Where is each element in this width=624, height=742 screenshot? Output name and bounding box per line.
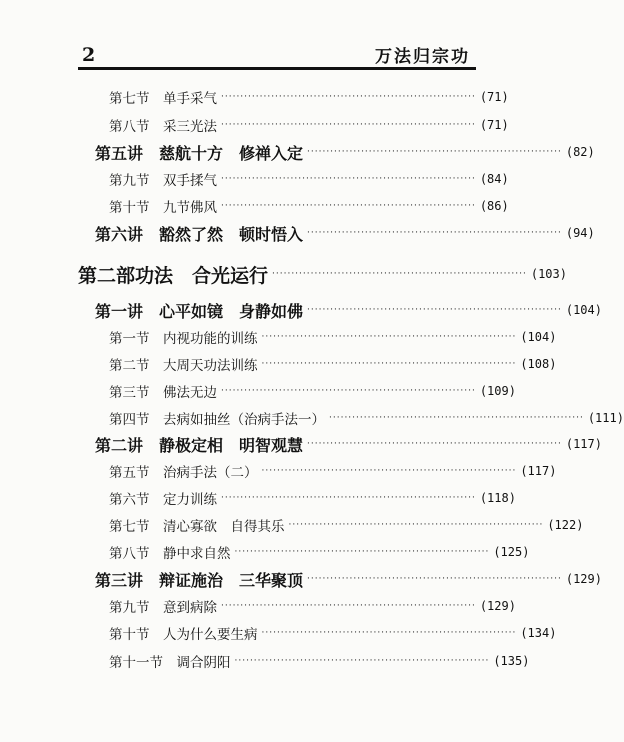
entry-title: 第十节 人为什么要生病 [109,627,258,643]
dot-leader: ·································································· [221,92,476,102]
dot-leader: ·································································· [261,628,517,638]
toc-entry-part [0,259,567,289]
entry-page-number: (109) [479,384,516,398]
toc-entry-section [0,405,624,431]
entry-page-number: (117) [520,464,557,478]
dot-leader: ·································································· [307,439,562,449]
entry-page-number: (134) [520,626,557,640]
toc-entry-lecture [0,566,602,592]
entry-title: 第九节 意到病除 [109,600,217,616]
dot-leader: ·································································· [307,228,562,238]
dot-leader: ·································································· [221,201,476,211]
toc-entry-section [0,324,557,350]
dot-leader: ·································································· [261,466,517,476]
entry-page-number: (82) [565,145,595,159]
entry-title: 第一讲 心平如镜 身静如佛 [95,301,304,321]
toc-entry-section [0,458,557,484]
entry-title: 第五节 治病手法（二） [109,465,258,481]
toc-entry-section [0,593,536,619]
toc-entry-section [0,84,536,110]
toc-entry-section [0,378,536,404]
page-number: 2 [82,44,96,66]
entry-page-number: (108) [520,357,557,371]
entry-page-number: (129) [479,599,516,613]
entry-title: 第二节 大周天功法训练 [109,358,258,374]
entry-title: 第七节 单手采气 [109,91,217,107]
toc-entry-lecture [0,297,602,323]
dot-leader: ·································································· [234,656,490,666]
entry-title: 第八节 静中求自然 [109,546,231,562]
dot-leader: ·································································· [307,305,562,315]
entry-title: 第十一节 调合阴阳 [109,655,231,671]
toc-entry-section [0,620,557,646]
dot-leader: ·································································· [221,120,476,130]
dot-leader: ·································································· [234,547,490,557]
entry-title: 第二讲 静极定相 明智观慧 [95,435,304,455]
entry-page-number: (94) [565,226,595,240]
dot-leader: ·································································· [288,520,544,530]
toc-entry-section [0,112,536,138]
entry-page-number: (104) [520,330,557,344]
dot-leader: ·································································· [221,386,476,396]
entry-title: 第二部功法 合光运行 [78,264,269,287]
entry-title: 第六讲 豁然了然 顿时悟入 [95,224,304,244]
entry-page-number: (71) [479,118,509,132]
page-header [78,38,476,66]
toc-entry-section [0,512,584,538]
entry-title: 第五讲 慈航十方 修禅入定 [95,143,304,163]
toc-entry-section [0,648,536,674]
entry-title: 第六节 定力训练 [109,492,217,508]
entry-title: 第三节 佛法无边 [109,385,217,401]
entry-page-number: (122) [547,518,584,532]
dot-leader: ·································································· [329,413,584,423]
dot-leader: ·································································· [307,147,562,157]
entry-page-number: (135) [493,654,530,668]
header-rule [78,67,476,70]
entry-page-number: (117) [565,437,602,451]
dot-leader: ·································································· [221,174,476,184]
entry-title: 第八节 采三光法 [109,119,217,135]
entry-page-number: (104) [565,303,602,317]
dot-leader: ·································································· [307,574,562,584]
toc-entry-section [0,166,536,192]
entry-page-number: (129) [565,572,602,586]
entry-title: 第十节 九节佛风 [109,200,217,216]
entry-title: 第一节 内视功能的训练 [109,331,258,347]
dot-leader: ·································································· [221,493,476,503]
dot-leader: ·································································· [272,269,527,279]
entry-page-number: (111) [587,411,624,425]
toc-entry-lecture [0,220,595,246]
entry-title: 第九节 双手揉气 [109,173,217,189]
entry-page-number: (103) [530,267,567,281]
entry-page-number: (84) [479,172,509,186]
toc-entry-section [0,539,536,565]
toc-entry-section [0,193,536,219]
entry-title: 第七节 清心寡欲 自得其乐 [109,519,285,535]
book-title: 万法归宗功 [375,47,470,67]
entry-page-number: (86) [479,199,509,213]
dot-leader: ·································································· [221,601,476,611]
dot-leader: ·································································· [261,359,517,369]
dot-leader: ·································································· [261,332,517,342]
toc-entry-lecture [0,139,595,165]
entry-page-number: (71) [479,90,509,104]
toc-entry-lecture [0,431,602,457]
toc-entry-section [0,485,536,511]
entry-page-number: (125) [493,545,530,559]
entry-page-number: (118) [479,491,516,505]
entry-title: 第三讲 辩证施治 三华聚顶 [95,570,304,590]
entry-title: 第四节 去病如抽丝（治病手法一） [109,412,325,428]
toc-entry-section [0,351,557,377]
